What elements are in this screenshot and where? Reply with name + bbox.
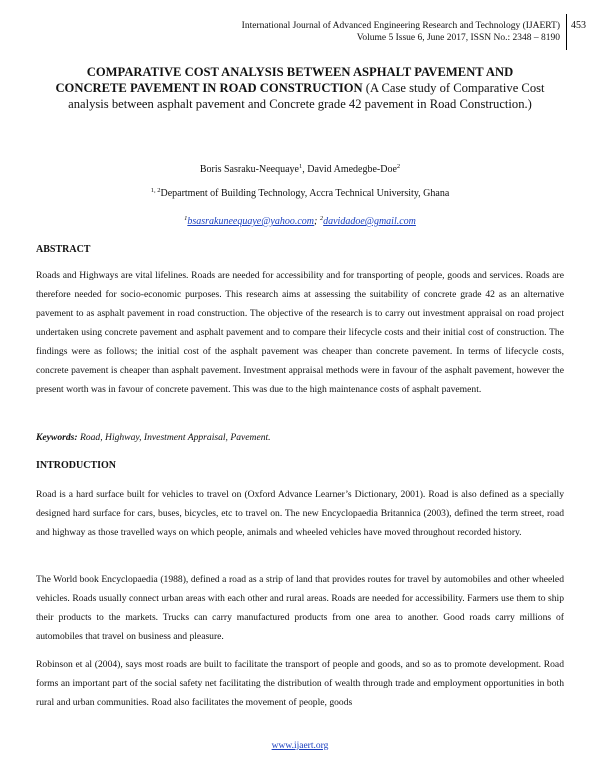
author-1-sup: 1 [298, 163, 303, 170]
email-line [0, 216, 600, 227]
intro-paragraph: Robinson et al (2004), says most roads are built to facilitate the transport of people and goods, and so as to promote development. Road forms an important part of the social safety net facilitating the distribution of wealth through trade and employment opportunities in both rural and urban communities. Road also facilitates the movement of people, goods [36, 659, 564, 708]
keywords-text: Road, Highway, Investment Appraisal, Pavement. [77, 432, 271, 443]
email-2-sup: 2 [319, 215, 324, 222]
intro-paragraph: Road is a hard surface built for vehicles to travel on (Oxford Advance Learner’s Dictionary, 2001). Road is also defined as a specially designed hard surface for cars, buses, bicycles, etc to travel on. The new Encyclopaedia Britannica (2003), defined the term street, road and highway as those travelled ways on which people, animals and wheeled vehicles have moved throughout recorded history. [36, 489, 564, 538]
header-divider [566, 14, 567, 50]
author-2-sup: 2 [396, 163, 401, 170]
keywords-label: Keywords: [36, 432, 78, 443]
abstract-text: Roads and Highways are vital lifelines. Roads are needed for accessibility and for transporting of people, goods and services. Roads are therefore needed for socio-economic purposes. This research aims at assessing the suitability of concrete grade 42 as an alternative pavement to as asphalt pavement in road construction. The objective of the research is to carry out investment appraisal on road project undertaken using concrete pavement and asphalt pavement and to compare their lifecycle costs and their initial cost of construction. The findings were as follows; the initial cost of the asphalt pavement was cheaper than concrete pavement. In terms of lifecycle costs, concrete pavement is cheaper than asphalt pavement. Investment appraisal methods were in favour of the asphalt pavement, however the present worth was in favour of concrete pavement. This was due to the high maintenance costs of asphalt pavement. [36, 270, 564, 395]
affiliation-sup: 1, 2 [150, 187, 161, 194]
running-header [180, 20, 560, 44]
footer-url[interactable]: www.ijaert.org [271, 741, 329, 751]
affiliation [0, 188, 600, 199]
author-separator: , [302, 164, 308, 175]
email-1-sup: 1 [184, 215, 188, 222]
email-1-link[interactable]: bsasrakuneequaye@yahoo.com [187, 216, 315, 227]
journal-volume: Volume 5 Issue 6, June 2017, ISSN No.: 2348 – 8190 [356, 33, 560, 43]
journal-name: International Journal of Advanced Engineering Research and Technology (IJAERT) [241, 21, 560, 31]
email-2-link[interactable]: davidadoe@gmail.com [323, 216, 416, 227]
paper-title [50, 64, 550, 112]
author-1: Boris Sasraku-Neequaye [199, 164, 299, 175]
author-line [0, 164, 600, 175]
intro-paragraph: The World book Encyclopaedia (1988), defined a road as a strip of land that provides routes for travel by automobiles and other wheeled vehicles. Roads usually connect urban areas with each other and rural areas. Roads are needed for accessibility. Farmers use them to ship their products to the markets. Trucks can carry manufactured products from one area to another. Good roads carry millions of automobiles that travel on business and pleasure. [36, 574, 564, 642]
email-separator: ; [314, 216, 320, 227]
page-number: 453 [571, 20, 586, 31]
author-2: David Amedegbe-Doe [307, 164, 397, 175]
keywords [36, 432, 271, 443]
introduction-heading: INTRODUCTION [36, 460, 117, 471]
affiliation-text: Department of Building Technology, Accra Technical University, Ghana [160, 188, 450, 199]
title-subtitle: (A Case study of Comparative Cost analysis between asphalt pavement and Concrete grade 42 pavement in Road Construction.) [68, 81, 545, 111]
page-footer [0, 741, 600, 751]
abstract-heading: ABSTRACT [36, 244, 91, 255]
title-main: COMPARATIVE COST ANALYSIS BETWEEN ASPHALT PAVEMENT AND CONCRETE PAVEMENT IN ROAD CONSTRUCTION [55, 65, 514, 95]
